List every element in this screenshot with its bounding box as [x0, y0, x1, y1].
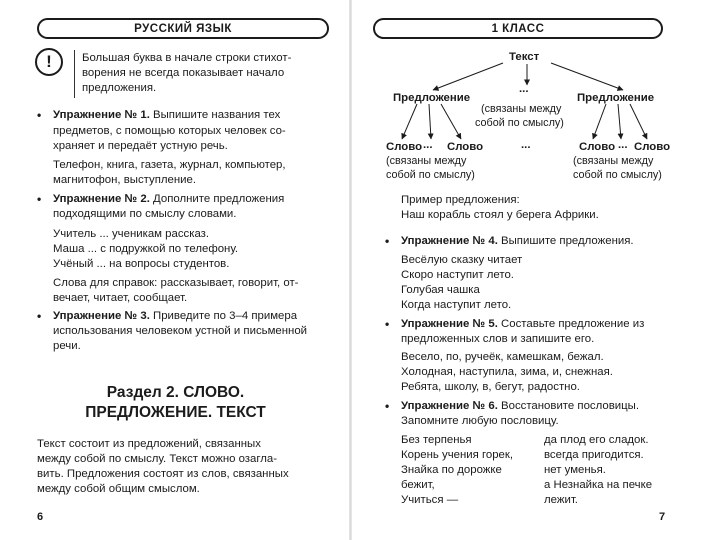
exercise-5-line: предложенных слов и запишите его. [401, 333, 595, 345]
exercise-4-sentence: Весёлую сказку читает [401, 254, 523, 266]
left-page [0, 0, 351, 540]
section-heading: ПРЕДЛОЖЕНИЕ. ТЕКСТ [85, 404, 266, 421]
diagram-note: собой по смыслу) [573, 169, 662, 181]
section-intro-line: вить. Предложения состоят из слов, связанных [37, 468, 289, 480]
diagram-word: Слово [634, 141, 671, 153]
proverb-end: нет уменья. [544, 464, 606, 476]
page-number: 6 [37, 511, 44, 523]
bullet: • [37, 108, 42, 122]
exercise-3-line [53, 309, 297, 325]
exercise-6-text: Восстановите пословицы. [497, 400, 639, 412]
exercise-4-text: Выпишите предложения. [497, 235, 634, 247]
exercise-2-sentence: Учёный ... на вопросы студентов. [53, 258, 230, 270]
warning-line: предложения. [82, 82, 157, 94]
exercise-4-sentence: Скоро наступит лето. [401, 269, 514, 281]
exercise-6-line [401, 399, 639, 415]
exercise-2-line: подходящими по смыслу словами. [53, 208, 237, 220]
section-intro-line: между собой общим смыслом. [37, 483, 200, 495]
diagram-dots: ... [521, 139, 531, 151]
exercise-5-line [401, 317, 644, 333]
diagram-word: Слово [579, 141, 616, 153]
bullet: • [37, 192, 42, 206]
diagram-dots: ... [423, 139, 433, 151]
exercise-2-sentence: Учитель ... ученикам рассказ. [53, 228, 210, 240]
proverb-end: да плод его сладок. [544, 434, 649, 446]
exercise-3-title: Упражнение № 3. [53, 310, 150, 322]
exercise-2-text: Дополните предложения [149, 193, 285, 205]
note-divider [74, 50, 75, 98]
diagram-sentence: Предложение [393, 92, 471, 104]
exercise-2-line [53, 192, 284, 208]
exercise-3-text: Приведите по 3–4 примера [149, 310, 298, 322]
bullet: • [385, 317, 390, 331]
exercise-4-title: Упражнение № 4. [401, 235, 498, 247]
right-page [351, 0, 703, 540]
diagram-word: Слово [386, 141, 423, 153]
diagram-note: собой по смыслу) [386, 169, 475, 181]
diagram-root: Текст [509, 51, 540, 63]
page-number: 7 [659, 511, 666, 523]
page-header: 1 КЛАСС [373, 18, 663, 39]
example-label: Пример предложения: [401, 194, 520, 206]
exercise-2-title: Упражнение № 2. [53, 193, 150, 205]
page-header: РУССКИЙ ЯЗЫК [37, 18, 329, 39]
section-heading: Раздел 2. СЛОВО. [106, 384, 245, 401]
diagram-dots: ... [519, 83, 529, 95]
diagram-note: (связаны между [573, 155, 654, 167]
diagram-dots: ... [618, 139, 628, 151]
diagram-note: (связаны между [386, 155, 467, 167]
example-sentence: Наш корабль стоял у берега Африки. [401, 209, 599, 221]
proverb-start: Учиться — [401, 494, 459, 506]
proverb-end: а Незнайка на печке [544, 479, 653, 491]
exercise-5-title: Упражнение № 5. [401, 318, 498, 330]
exercise-1-line [53, 108, 280, 124]
bullet: • [385, 399, 390, 413]
proverb-end: лежит. [544, 494, 578, 506]
proverb-start: Знайка по дорожке [401, 464, 502, 476]
proverb-start: Без терпенья [401, 434, 472, 446]
exercise-6-line: Запомните любую пословицу. [401, 415, 559, 427]
section-intro-line: между собой по смыслу. Текст можно озагла- [37, 453, 278, 465]
exercise-4-sentence: Голубая чашка [401, 284, 480, 296]
exercise-2-sentence: Маша ... с подружкой по телефону. [53, 243, 239, 255]
proverb-end: всегда пригодится. [544, 449, 644, 461]
exercise-5-sentence: Холодная, наступила, зима, и, снежная. [401, 366, 613, 378]
exercise-1-title: Упражнение № 1. [53, 109, 150, 121]
exercise-2-help: Слова для справок: рассказывает, говорит, от- [53, 277, 299, 289]
exercise-6-title: Упражнение № 6. [401, 400, 498, 412]
diagram-note: собой по смыслу) [475, 117, 564, 129]
exercise-1-line: предметов, с помощью которых человек со- [53, 125, 286, 137]
exercise-4-line [401, 234, 634, 250]
exercise-5-sentence: Весело, по, ручеёк, камешкам, бежал. [401, 351, 604, 363]
bullet: • [37, 309, 42, 323]
exercise-1-text: Выпишите названия тех [149, 109, 281, 121]
exercise-1-words: Телефон, книга, газета, журнал, компьютер, [53, 159, 286, 171]
diagram-sentence: Предложение [577, 92, 655, 104]
exercise-5-sentence: Ребята, школу, в, бегут, радостно. [401, 381, 580, 393]
exercise-5-text: Составьте предложение из [497, 318, 645, 330]
diagram-note: (связаны между [481, 103, 562, 115]
bullet: • [385, 234, 390, 248]
warning-line: ворения не всегда показывает начало [82, 67, 285, 79]
diagram-word: Слово [447, 141, 484, 153]
exclamation-icon: ! [35, 48, 63, 76]
exercise-1-words: магнитофон, выступление. [53, 174, 197, 186]
proverb-start: бежит, [401, 479, 435, 491]
section-intro-line: Текст состоит из предложений, связанных [37, 438, 261, 450]
exercise-3-line: использования человеком устной и письменной [53, 325, 308, 337]
exercise-1-line: храняет и передаёт устную речь. [53, 140, 228, 152]
exercise-4-sentence: Когда наступит лето. [401, 299, 512, 311]
exercise-2-help: вечает, читает, сообщает. [53, 292, 188, 304]
warning-line: Большая буква в начале строки стихот- [82, 52, 292, 64]
exercise-3-line: речи. [53, 340, 81, 352]
proverb-start: Корень учения горек, [401, 449, 514, 461]
